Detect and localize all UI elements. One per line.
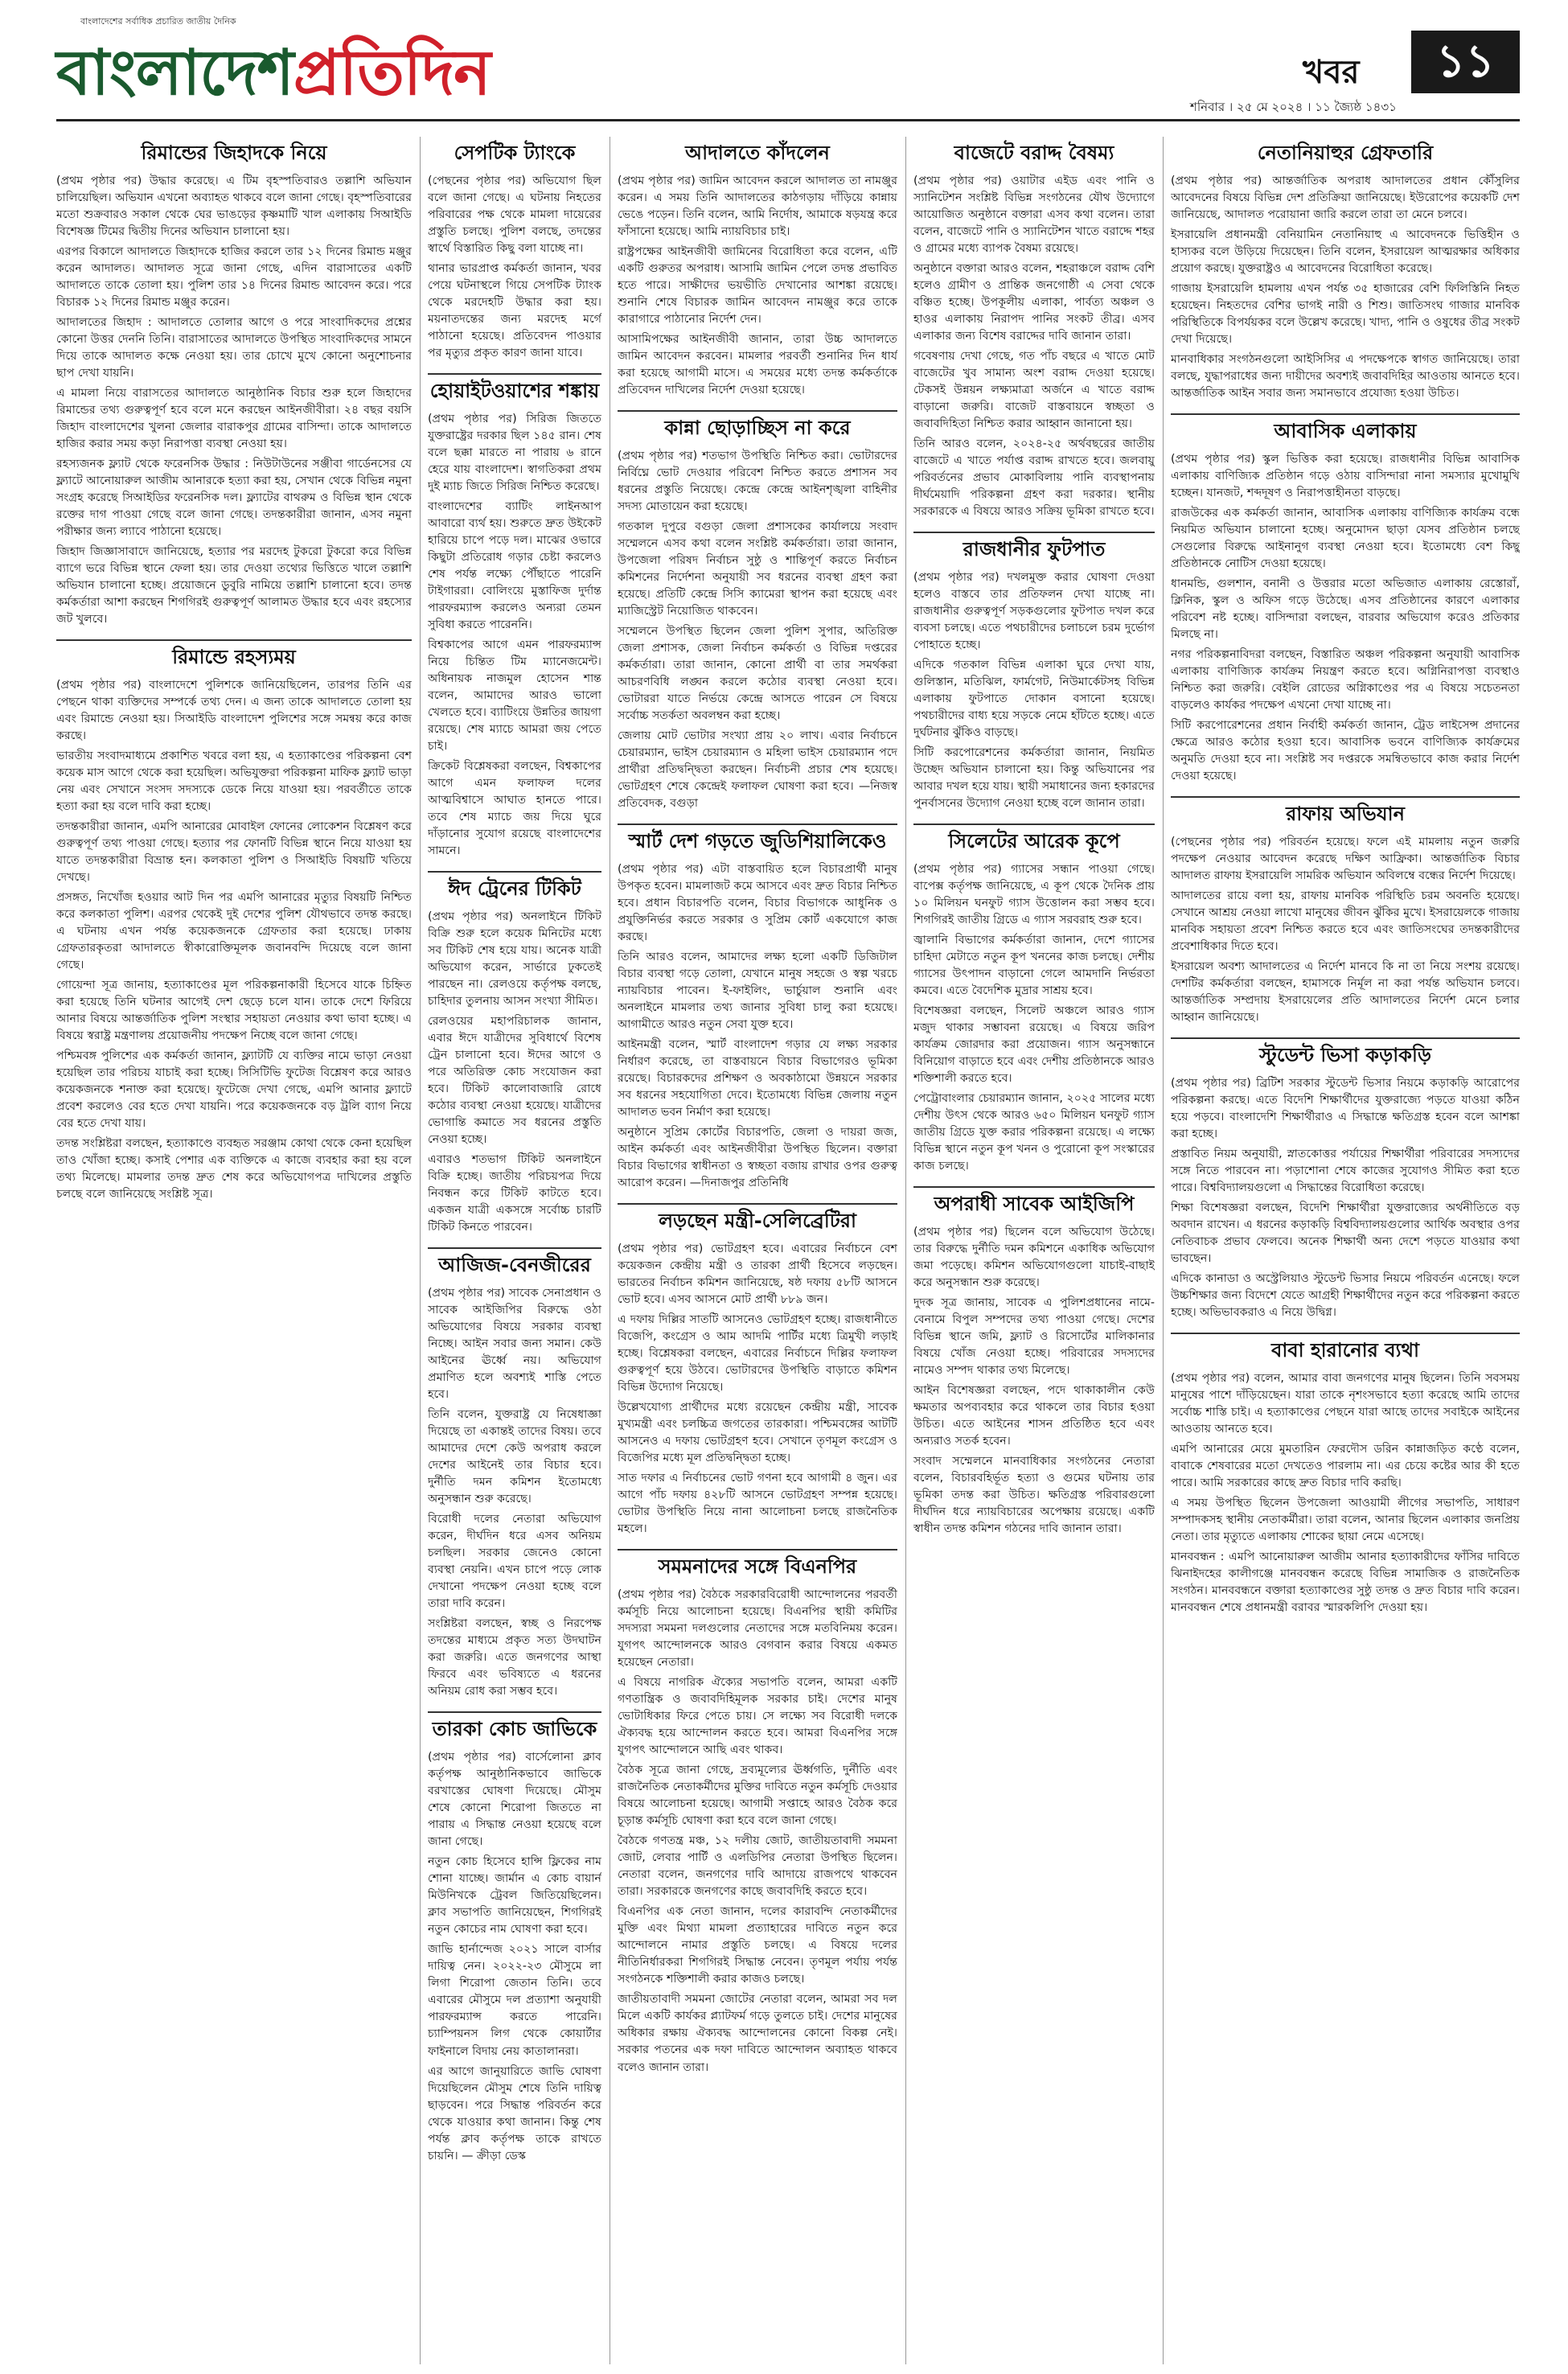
body-paragraph: ক্রিকেট বিশ্লেষকরা বলছেন, বিশ্বকাপের আগে এমন ফলাফল দলের আত্মবিশ্বাসে আঘাত হানতে পারে। তবে শেষ ম্যাচে জয় দিয়ে ঘুরে দাঁড়ানোর সুযোগ রয়েছে বাংলাদেশের সামনে। [428,760,601,858]
article-kanna-chharchhe[interactable] [618,410,897,812]
article-baba-haranor[interactable] [1171,1333,1520,1616]
body-paragraph: এ বিষয়ে নাগরিক ঐক্যের সভাপতি বলেন, আমরা একটি গণতান্ত্রিক ও জবাবদিহিমূলক সরকার চাই। দেশের মানুষ ভোটাধিকার ফিরে পেতে চায়। সে লক্ষ্যে সব বিরোধী দলকে ঐক্যবদ্ধ হয়ে আন্দোলন করতে হবে। আমরা বিএনপির সঙ্গে যুগপৎ আন্দোলনে আছি এবং থাকব। [618,1676,897,1757]
article-student-visa[interactable] [1171,1037,1520,1321]
body-paragraph: (প্রথম পৃষ্ঠার পর) সিরিজ জিততে যুক্তরাষ্ট্রের দরকার ছিল ১৪৫ রান। শেষ বলে ছক্কা মারতে না পারায় ৬ রানে হেরে যায় বাংলাদেশ। স্বাগতিকরা প্রথম দুই ম্যাচ জিতে সিরিজ নিশ্চিত করেছে। [428,412,601,493]
body-paragraph: (প্রথম পৃষ্ঠার পর) গ্যাসের সন্ধান পাওয়া গেছে। বাপেক্স কর্তৃপক্ষ জানিয়েছে, এ কূপ থেকে দৈনিক প্রায় ১০ মিলিয়ন ঘনফুট গ্যাস উত্তোলন করা সম্ভব হবে। শিগগিরই জাতীয় গ্রিডে এ গ্যাস সরবরাহ শুরু হবে। [913,862,1155,926]
headline: আদালতে কাঁদলেন [685,142,830,164]
body-paragraph: থানার ভারপ্রাপ্ত কর্মকর্তা জানান, খবর পেয়ে ঘটনাস্থলে গিয়ে সেপটিক ট্যাংক থেকে মরদেহটি উদ্ধার করা হয়। ময়নাতদন্তের জন্য মরদেহ মর্গে পাঠানো হয়েছে। প্রতিবেদন পাওয়ার পর মৃত্যুর প্রকৃত কারণ জানা যাবে। [428,261,601,359]
body-paragraph: বিএনপির এক নেতা জানান, দলের কারাবন্দি নেতাকর্মীদের মুক্তি এবং মিথ্যা মামলা প্রত্যাহারের দাবিতে নতুন করে আন্দোলনে নামার প্রস্তুতি চলছে। এ বিষয়ে দলের নীতিনির্ধারকরা শিগগিরই সিদ্ধান্ত নেবেন। তৃণমূল পর্যায় পর্যন্ত সংগঠনকে শক্তিশালী করার কাজও চলছে। [618,1905,897,1986]
body-paragraph: জাভি হার্নান্দেজ ২০২১ সালে বার্সার দায়িত্ব নেন। ২০২২-২৩ মৌসুমে লা লিগা শিরোপা জেতান তিনি। তবে এবারের মৌসুমে দল প্রত্যাশা অনুযায়ী পারফরম্যান্স করতে পারেনি। চ্যাম্পিয়নস লিগ থেকে কোয়ার্টার ফাইনালে বিদায় নেয় কাতালানরা। [428,1943,601,2058]
headline: সমমনাদের সঙ্গে বিএনপির [618,1549,897,1582]
article-rajdhani-footpath[interactable] [913,532,1155,812]
body-paragraph: পেট্রোবাংলার চেয়ারম্যান জানান, ২০২৫ সালের মধ্যে দেশীয় উৎস থেকে আরও ৬৫০ মিলিয়ন ঘনফুট গ্যাস জাতীয় গ্রিডে যুক্ত করার পরিকল্পনা রয়েছে। এ লক্ষ্যে বিভিন্ন স্থানে নতুন কূপ খনন ও পুরোনো কূপ সংস্কারের কাজ চলছে। [913,1092,1155,1173]
headline: স্টুডেন্ট ভিসা কড়াকড়ি [1171,1037,1520,1070]
body-paragraph: আদালতের জিহাদ : আদালতে তোলার আগে ও পরে সাংবাদিকদের প্রশ্নের কোনো উত্তর দেননি তিনি। বারাসাতের আদালতে উপস্থিত সাংবাদিকদের সামনে দিয়ে তাকে আদালত কক্ষে নেওয়া হয়। তার চোখে মুখে কোনো অনুশোচনার ছাপ দেখা যায়নি। [56,315,412,380]
headline: রিমান্ডের জিহাদকে নিয়ে [141,142,327,164]
headline: বাবা হারানোর ব্যথা [1171,1333,1520,1366]
column-divider [905,137,906,2364]
body-paragraph: রাজউকের এক কর্মকর্তা জানান, আবাসিক এলাকায় বাণিজ্যিক কার্যক্রম বন্ধে নিয়মিত অভিযান চালানো হচ্ছে। অনুমোদন ছাড়া যেসব প্রতিষ্ঠান চলছে সেগুলোর বিরুদ্ধে আইনানুগ ব্যবস্থা নেওয়া হবে। ইতোমধ্যে বেশ কিছু প্রতিষ্ঠানকে নোটিস দেওয়া হয়েছে। [1171,506,1520,570]
body-paragraph: প্রসঙ্গত, নিখোঁজ হওয়ার আট দিন পর এমপি আনারের মৃত্যুর বিষয়টি নিশ্চিত করে কলকাতা পুলিশ। এরপর থেকেই দুই দেশের পুলিশ যৌথভাবে তদন্ত করছে। এ ঘটনায় এখন পর্যন্ত কয়েকজনকে গ্রেফতার করা হয়েছে। ঢাকায় গ্রেফতারকৃতরা আদালতে স্বীকারোক্তিমূলক জবানবন্দি দিয়েছে বলে জানা গেছে। [56,891,412,972]
body-paragraph: (প্রথম পৃষ্ঠার পর) আন্তর্জাতিক অপরাধ আদালতের প্রধান কৌঁসুলির আবেদনের বিষয়ে বিভিন্ন দেশ প্রতিক্রিয়া জানিয়েছে। ইউরোপের কয়েকটি দেশ জানিয়েছে, আদালত পরোয়ানা জারি করলে তারা তা মেনে চলবে। [1171,174,1520,221]
article-eid-ticket[interactable] [428,871,601,1236]
headline: আজিজ-বেনজীরের [428,1247,601,1280]
body-paragraph: বিশেষজ্ঞরা বলছেন, সিলেট অঞ্চলে আরও গ্যাস মজুদ থাকার সম্ভাবনা রয়েছে। এ বিষয়ে জরিপ কার্যক্রম জোরদার করা প্রয়োজন। গ্যাস অনুসন্ধানে বিনিয়োগ বাড়াতে হবে এবং দেশীয় প্রতিষ্ঠানকে আরও শক্তিশালী করতে হবে। [913,1004,1155,1086]
body-paragraph: এ দফায় দিল্লির সাতটি আসনেও ভোটগ্রহণ হচ্ছে। রাজধানীতে বিজেপি, কংগ্রেস ও আম আদমি পার্টির মধ্যে ত্রিমুখী লড়াই হচ্ছে। বিশ্লেষকরা বলছেন, এবারের নির্বাচনে দিল্লির ফলাফল গুরুত্বপূর্ণ হয়ে উঠবে। ভোটারদের উপস্থিতি বাড়াতে কমিশন বিভিন্ন উদ্যোগ নিয়েছে। [618,1313,897,1394]
column-4 [913,137,1155,2364]
body-paragraph: এর আগে জানুয়ারিতে জাভি ঘোষণা দিয়েছিলেন মৌসুম শেষে তিনি দায়িত্ব ছাড়বেন। পরে সিদ্ধান্ত পরিবর্তন করে থেকে যাওয়ার কথা জানান। কিন্তু শেষ পর্যন্ত ক্লাব কর্তৃপক্ষ তাকে রাখতে চায়নি। — ক্রীড়া ডেস্ক [428,2064,601,2162]
body-paragraph: বিরোধী দলের নেতারা অভিযোগ করেন, দীর্ঘদিন ধরে এসব অনিয়ম চলছিল। সরকার জেনেও কোনো ব্যবস্থা নেয়নি। এখন চাপে পড়ে লোক দেখানো পদক্ষেপ নেওয়া হচ্ছে বলে তারা দাবি করেন। [428,1513,601,1611]
article-taroka-coach[interactable] [428,1711,601,2164]
body-paragraph: নগর পরিকল্পনাবিদরা বলছেন, বিস্তারিত অঞ্চল পরিকল্পনা অনুযায়ী আবাসিক এলাকায় বাণিজ্যিক কার্যক্রম নিয়ন্ত্রণ করতে হবে। অগ্নিনিরাপত্তা ব্যবস্থাও নিশ্চিত করা জরুরি। বেইলি রোডের অগ্নিকাণ্ডের পর এ বিষয়ে সচেতনতা বাড়লেও কার্যকর পদক্ষেপ এখনো দেখা যাচ্ছে না। [1171,647,1520,713]
body-paragraph: (প্রথম পৃষ্ঠার পর) বাংলাদেশে পুলিশকে জানিয়েছিলেন, তারপর তিনি এর পেছনে থাকা ব্যক্তিদের সম্পর্কে তথ্য দেন। এ জন্য তাকে আদালতে তোলা হয় এবং রিমান্ডে নেওয়া হয়। সিআইডি বাংলাদেশ পুলিশের সঙ্গে সমন্বয় করে কাজ করছে। [56,679,412,743]
body-paragraph: (প্রথম পৃষ্ঠার পর) ব্রিটিশ সরকার স্টুডেন্ট ভিসার নিয়মে কড়াকড়ি আরোপের পরিকল্পনা করছে। এতে বিদেশি শিক্ষার্থীদের যুক্তরাজ্যে পড়তে যাওয়া কঠিন হয়ে পড়বে। বাংলাদেশি শিক্ষার্থীরাও এ সিদ্ধান্তে ক্ষতিগ্রস্ত হবেন বলে আশঙ্কা করা হচ্ছে। [1171,1076,1520,1140]
article-budget-boishommo[interactable] [913,137,1155,520]
headline: সেপটিক ট্যাংকে [454,142,576,164]
body-paragraph: জেলায় মোট ভোটার সংখ্যা প্রায় ২০ লাখ। এবার নির্বাচনে চেয়ারম্যান, ভাইস চেয়ারম্যান ও মহিলা ভাইস চেয়ারম্যান পদে প্রার্থীরা প্রতিদ্বন্দ্বিতা করছেন। নির্বাচনী প্রচার শেষ হয়েছে। ভোটগ্রহণ শেষে কেন্দ্রেই ফলাফল ঘোষণা করা হবে। —নিজস্ব প্রতিবেদক, বগুড়া [618,729,897,811]
masthead [0,0,1568,121]
body-paragraph: সংবাদ সম্মেলনে মানবাধিকার সংগঠনের নেতারা বলেন, বিচারবহির্ভূত হত্যা ও গুমের ঘটনায় তার ভূমিকা তদন্ত করা উচিত। ক্ষতিগ্রস্ত পরিবারগুলো দীর্ঘদিন ধরে ন্যায়বিচারের অপেক্ষায় রয়েছে। একটি স্বাধীন তদন্ত কমিশন গঠনের দাবি জানান তারা। [913,1455,1155,1536]
body-paragraph: রেলওয়ের মহাপরিচালক জানান, এবার ঈদে যাত্রীদের সুবিধার্থে বিশেষ ট্রেন চালানো হবে। ঈদের আগে ও পরে অতিরিক্ত কোচ সংযোজন করা হবে। টিকিট কালোবাজারি রোধে কঠোর ব্যবস্থা নেওয়া হয়েছে। যাত্রীদের ভোগান্তি কমাতে সব ধরনের প্রস্তুতি নেওয়া হচ্ছে। [428,1015,601,1147]
body-paragraph: (প্রথম পৃষ্ঠার পর) শতভাগ উপস্থিতি নিশ্চিত করা। ভোটারদের নির্বিঘ্নে ভোট দেওয়ার পরিবেশ নিশ্চিত করতে প্রশাসন সব ধরনের প্রস্তুতি নিয়েছে। কেন্দ্রে কেন্দ্রে আইনশৃঙ্খলা বাহিনীর সদস্য মোতায়েন করা হয়েছে। [618,449,897,513]
article-whitewash[interactable] [428,373,601,860]
body-paragraph: তিনি আরও বলেন, আমাদের লক্ষ্য হলো একটি ডিজিটাল বিচার ব্যবস্থা গড়ে তোলা, যেখানে মানুষ সহজে ও স্বল্প খরচে ন্যায়বিচার পাবেন। ই-ফাইলিং, ভার্চুয়াল শুনানি এবং অনলাইনে মামলার তথ্য জানার সুবিধা চালু করা হয়েছে। আগামীতে আরও নতুন সেবা যুক্ত হবে। [618,951,897,1032]
article-abashik[interactable] [1171,413,1520,785]
column-3 [618,137,897,2364]
column-5 [1171,137,1520,2364]
body-paragraph: বৈঠক সূত্রে জানা গেছে, দ্রব্যমূল্যের ঊর্ধ্বগতি, দুর্নীতি এবং রাজনৈতিক নেতাকর্মীদের মুক্তির দাবিতে নতুন কর্মসূচি দেওয়ার বিষয়ে আলোচনা হয়েছে। আগামী সপ্তাহে আরও বৈঠক করে চূড়ান্ত কর্মসূচি ঘোষণা করা হবে বলে জানা গেছে। [618,1764,897,1828]
headline: বাজেটে বরাদ্দ বৈষম্য [954,142,1114,164]
section-label: খবর [1303,54,1360,91]
article-netanyahu[interactable] [1171,137,1520,402]
body-paragraph: (প্রথম পৃষ্ঠার পর) বলেন, আমার বাবা জনগণের মানুষ ছিলেন। তিনি সবসময় মানুষের পাশে দাঁড়িয়েছেন। যারা তাকে নৃশংসভাবে হত্যা করেছে আমি তাদের সর্বোচ্চ শাস্তি চাই। এ হত্যাকাণ্ডের পেছনে যারা আছে তাদের সবাইকে আইনের আওতায় আনতে হবে। [1171,1371,1520,1435]
body-paragraph: (পেছনের পৃষ্ঠার পর) অভিযোগ ছিল বলে জানা গেছে। এ ঘটনায় নিহতের পরিবারের পক্ষ থেকে মামলা দায়েরের প্রস্তুতি চলছে। পুলিশ বলছে, তদন্তের স্বার্থে বিস্তারিত কিছু বলা যাচ্ছে না। [428,174,601,255]
logo-part-2: প্রতিদিন [293,37,491,109]
article-aporadhi-igp[interactable] [913,1186,1155,1538]
article-rimander-jihad[interactable] [56,137,412,628]
headline: নেতানিয়াহুর গ্রেফতারি [1257,142,1434,164]
body-paragraph: বৈঠকে গণতন্ত্র মঞ্চ, ১২ দলীয় জোট, জাতীয়তাবাদী সমমনা জোট, লেবার পার্টি ও এলডিপির নেতারা উপস্থিত ছিলেন। নেতারা বলেন, জনগণের দাবি আদায়ে রাজপথে থাকবেন তারা। সরকারকে জনগণের কাছে জবাবদিহি করতে হবে। [618,1834,897,1899]
body-paragraph: রহস্যজনক ফ্ল্যাট থেকে ফরেনসিক উদ্ধার : নিউটাউনের সঞ্জীবা গার্ডেনসের যে ফ্ল্যাটে আনোয়ারুল আজীম আনারকে হত্যা করা হয়, সেখান থেকে বিভিন্ন নমুনা সংগ্রহ করেছে সিআইডির ফরেনসিক দল। ফ্ল্যাটের বাথরুম ও বিভিন্ন স্থান থেকে রক্তের দাগ পাওয়া গেছে বলে জানা গেছে। তদন্তকারীরা জানান, এসব নমুনা পরীক্ষার জন্য ল্যাবে পাঠানো হয়েছে। [56,458,412,539]
body-paragraph: সাত দফার এ নির্বাচনের ভোট গণনা হবে আগামী ৪ জুন। এর আগে পাঁচ দফায় ৪২৮টি আসনে ভোটগ্রহণ সম্পন্ন হয়েছে। ভোটার উপস্থিতি নিয়ে নানা আলোচনা চলছে রাজনৈতিক মহলে। [618,1472,897,1536]
headline: ঈদ ট্রেনের টিকিট [428,871,601,904]
body-paragraph: (প্রথম পৃষ্ঠার পর) সাবেক সেনাপ্রধান ও সাবেক আইজিপির বিরুদ্ধে ওঠা অভিযোগের বিষয়ে সরকার ব্যবস্থা নিচ্ছে। আইন সবার জন্য সমান। কেউ আইনের ঊর্ধ্বে নয়। অভিযোগ প্রমাণিত হলে অবশ্যই শাস্তি পেতে হবে। [428,1287,601,1402]
dateline: শনিবার । ২৫ মে ২০২৪ । ১১ জ্যৈষ্ঠ ১৪৩১ [1190,100,1397,114]
body-paragraph: এদিকে গতকাল বিভিন্ন এলাকা ঘুরে দেখা যায়, গুলিস্তান, মতিঝিল, ফার্মগেট, নিউমার্কেটসহ বিভিন্ন এলাকায় ফুটপাতে দোকান বসানো হয়েছে। পথচারীদের বাধ্য হয়ে সড়কে নেমে হাঁটতে হচ্ছে। এতে দুর্ঘটনার ঝুঁকিও বাড়ছে। [913,658,1155,740]
body-paragraph: (প্রথম পৃষ্ঠার পর) ওয়াটার এইড এবং পানি ও স্যানিটেশন সংশ্লিষ্ট বিভিন্ন সংগঠনের যৌথ উদ্যোগে আয়োজিত অনুষ্ঠানে বক্তারা এসব কথা বলেন। তারা বলেন, বাজেটে পানি ও স্যানিটেশন খাতে বরাদ্দে শহর ও গ্রামের মধ্যে ব্যাপক বৈষম্য রয়েছে। [913,174,1155,255]
body-paragraph: (প্রথম পৃষ্ঠার পর) বার্সেলোনা ক্লাব কর্তৃপক্ষ আনুষ্ঠানিকভাবে জাভিকে বরখাস্তের ঘোষণা দিয়েছে। মৌসুম শেষে কোনো শিরোপা জিততে না পারায় এ সিদ্ধান্ত নেওয়া হয়েছে বলে জানা গেছে। [428,1751,601,1849]
body-paragraph: দুদক সূত্র জানায়, সাবেক এ পুলিশপ্রধানের নামে-বেনামে বিপুল সম্পদের তথ্য পাওয়া গেছে। দেশের বিভিন্ন স্থানে জমি, ফ্ল্যাট ও রিসোর্টের মালিকানার বিষয়ে খোঁজ নেওয়া হচ্ছে। পরিবারের সদস্যদের নামেও সম্পদ থাকার তথ্য মিলেছে। [913,1296,1155,1378]
body-paragraph: ভারতীয় সংবাদমাধ্যমে প্রকাশিত খবরে বলা হয়, এ হত্যাকাণ্ডের পরিকল্পনা বেশ কয়েক মাস আগে থেকে করা হয়েছিল। অভিযুক্তরা পরিকল্পনা মাফিক ফ্ল্যাট ভাড়া নেয় এবং সেখানে সংসদ সদস্যকে ডেকে নিয়ে যাওয়া হয়। পরবর্তীতে তাকে হত্যা করা হয় বলে দাবি করা হচ্ছে। [56,750,412,814]
body-paragraph: এরপর বিকালে আদালতে জিহাদকে হাজির করলে তার ১২ দিনের রিমান্ড মঞ্জুর করেন আদালত। আদালত সূত্রে জানা গেছে, এদিন বারাসাতের একটি আদালতে তাকে তোলা হয়। পুলিশ তার ১৪ দিনের রিমান্ড আবেদন করে। পরে বিচারক ১২ দিনের রিমান্ড মঞ্জুর করেন। [56,244,412,309]
column-divider [1163,137,1164,2364]
column-divider [420,137,421,2364]
body-paragraph: বাংলাদেশের ব্যাটিং লাইনআপ আবারো ব্যর্থ হয়। শুরুতে দ্রুত উইকেট হারিয়ে চাপে পড়ে দল। মাঝের ওভারে কিছুটা প্রতিরোধ গড়ার চেষ্টা করলেও শেষ পর্যন্ত লক্ষ্যে পৌঁছাতে পারেনি টাইগাররা। বোলিংয়ে মুস্তাফিজ দুর্দান্ত পারফরম্যান্স করলেও অন্যরা তেমন সুবিধা করতে পারেননি। [428,499,601,631]
body-paragraph: এবারও শতভাগ টিকিট অনলাইনে বিক্রি হচ্ছে। জাতীয় পরিচয়পত্র দিয়ে নিবন্ধন করে টিকিট কাটতে হবে। একজন যাত্রী একসঙ্গে সর্বোচ্চ চারটি টিকিট কিনতে পারবেন। [428,1153,601,1234]
masthead-rule [56,119,1520,121]
body-paragraph: তিনি আরও বলেন, ২০২৪-২৫ অর্থবছরের জাতীয় বাজেটে এ খাতে পর্যাপ্ত বরাদ্দ রাখতে হবে। জলবায়ু পরিবর্তনের প্রভাব মোকাবিলায় পানি ব্যবস্থাপনায় দীর্ঘমেয়াদি পরিকল্পনা গ্রহণ করা দরকার। স্থানীয় সরকারকে এ বিষয়ে আরও সক্রিয় ভূমিকা রাখতে হবে। [913,437,1155,519]
body-paragraph: (প্রথম পৃষ্ঠার পর) অনলাইনে টিকিট বিক্রি শুরু হলে কয়েক মিনিটের মধ্যে সব টিকিট শেষ হয়ে যায়। অনেক যাত্রী অভিযোগ করেন, সার্ভারে ঢুকতেই পারছেন না। রেলওয়ে কর্তৃপক্ষ বলছে, চাহিদার তুলনায় আসন সংখ্যা সীমিত। [428,910,601,1008]
body-paragraph: প্রস্তাবিত নিয়ম অনুযায়ী, স্নাতকোত্তর পর্যায়ের শিক্ষার্থীরা পরিবারের সদস্যদের সঙ্গে নিতে পারবেন না। পড়াশোনা শেষে কাজের সুযোগও সীমিত করা হতে পারে। বিশ্ববিদ্যালয়গুলো এ সিদ্ধান্তের বিরোধিতা করেছে। [1171,1147,1520,1194]
body-paragraph: জিহাদ জিজ্ঞাসাবাদে জানিয়েছে, হত্যার পর মরদেহ টুকরো টুকরো করে বিভিন্ন ব্যাগে ভরে বিভিন্ন স্থানে ফেলা হয়। তার দেওয়া তথ্যের ভিত্তিতে খালে তল্লাশি অভিযান চালানো হচ্ছে। প্রয়োজনে ডুবুরি নামিয়ে তল্লাশি চালানো হবে। তদন্ত কর্মকর্তারা আশা করছেন শিগগিরই গুরুত্বপূর্ণ আলামত উদ্ধার হবে এবং রহস্যের জট খুলবে। [56,545,412,626]
headline: লড়ছেন মন্ত্রী-সেলিব্রেটিরা [618,1203,897,1236]
body-paragraph: এমপি আনারের মেয়ে মুমতারিন ফেরদৌস ডরিন কান্নাজড়িত কণ্ঠে বলেন, বাবাকে শেষবারের মতো দেখতেও পারলাম না। এর চেয়ে কষ্টের আর কী হতে পারে। আমি সরকারের কাছে দ্রুত বিচার দাবি করছি। [1171,1442,1520,1489]
body-paragraph: (প্রথম পৃষ্ঠার পর) জামিন আবেদন করলে আদালত তা নামঞ্জুর করেন। এ সময় তিনি আদালতের কাঠগড়ায় দাঁড়িয়ে কান্নায় ভেঙে পড়েন। তিনি বলেন, আমি নির্দোষ, আমাকে ষড়যন্ত্র করে ফাঁসানো হয়েছে। আমি ন্যায়বিচার চাই। [618,174,897,238]
body-paragraph: শিক্ষা বিশেষজ্ঞরা বলছেন, বিদেশি শিক্ষার্থীরা যুক্তরাজ্যের অর্থনীতিতে বড় অবদান রাখেন। এ ধরনের কড়াকড়ি বিশ্ববিদ্যালয়গুলোর আর্থিক অবস্থার ওপর নেতিবাচক প্রভাব ফেলবে। অনেক শিক্ষার্থী অন্য দেশে পড়তে যাওয়ার কথা ভাবছেন। [1171,1201,1520,1266]
body-paragraph: সম্মেলনে উপস্থিত ছিলেন জেলা পুলিশ সুপার, অতিরিক্ত জেলা প্রশাসক, জেলা নির্বাচন কর্মকর্তা ও বিভিন্ন দপ্তরের কর্মকর্তারা। তারা জানান, কোনো প্রার্থী বা তার সমর্থকরা আচরণবিধি লঙ্ঘন করলে কঠোর ব্যবস্থা নেওয়া হবে। ভোটাররা যাতে নির্ভয়ে কেন্দ্রে আসতে পারেন সে বিষয়ে সর্বোচ্চ সতর্কতা অবলম্বন করা হচ্ছে। [618,624,897,723]
article-lorchhen-montri[interactable] [618,1203,897,1538]
body-paragraph: (প্রথম পৃষ্ঠার পর) বৈঠকে সরকারবিরোধী আন্দোলনের পরবর্তী কর্মসূচি নিয়ে আলোচনা হয়েছে। বিএনপির স্থায়ী কমিটির সদস্যরা সমমনা দলগুলোর নেতাদের সঙ্গে মতবিনিময় করেন। যুগপৎ আন্দোলনকে আরও বেগবান করার বিষয়ে একমত হয়েছেন নেতারা। [618,1588,897,1670]
headline: হোয়াইটওয়াশের শঙ্কায় [428,373,601,406]
article-rimande-rohosso[interactable] [56,639,412,1203]
headline: রাজধানীর ফুটপাত [913,532,1155,565]
body-paragraph: এদিকে কানাডা ও অস্ট্রেলিয়াও স্টুডেন্ট ভিসার নিয়মে পরিবর্তন এনেছে। ফলে উচ্চশিক্ষার জন্য বিদেশে যেতে আগ্রহী শিক্ষার্থীদের নতুন করে পরিকল্পনা করতে হচ্ছে। অভিভাবকরাও এ নিয়ে উদ্বিগ্ন। [1171,1272,1520,1320]
body-paragraph: এ সময় উপস্থিত ছিলেন উপজেলা আওয়ামী লীগের সভাপতি, সাধারণ সম্পাদকসহ স্থানীয় নেতাকর্মীরা। তারা বলেন, আনার ছিলেন এলাকার জনপ্রিয় নেতা। তার মৃত্যুতে এলাকায় শোকের ছায়া নেমে এসেছে। [1171,1496,1520,1544]
body-paragraph: ধানমন্ডি, গুলশান, বনানী ও উত্তরার মতো অভিজাত এলাকায় রেস্তোরাঁ, ক্লিনিক, স্কুল ও অফিস গড়ে উঠেছে। এসব প্রতিষ্ঠানের কারণে এলাকার পরিবেশ নষ্ট হচ্ছে। বাসিন্দারা বলছেন, বারবার অভিযোগ করেও প্রতিকার মিলছে না। [1171,577,1520,641]
headline: সিলেটের আরেক কূপে [913,824,1155,856]
body-paragraph: অনুষ্ঠানে বক্তারা আরও বলেন, শহরাঞ্চলে বরাদ্দ বেশি হলেও গ্রামীণ ও প্রান্তিক জনগোষ্ঠী এ সেবা থেকে বঞ্চিত হচ্ছে। উপকূলীয় এলাকা, পার্বত্য অঞ্চল ও হাওর এলাকায় নিরাপদ পানির সংকট তীব্র। এসব এলাকার জন্য বিশেষ বরাদ্দের দাবি জানান তারা। [913,261,1155,343]
body-paragraph: (পেছনের পৃষ্ঠার পর) পরিবর্তন হয়েছে। ফলে এই মামলায় নতুন জরুরি পদক্ষেপ নেওয়ার আবেদন করেছে দক্ষিণ আফ্রিকা। আন্তর্জাতিক বিচার আদালত রাফায় ইসরায়েলি সামরিক অভিযান অবিলম্বে বন্ধের নির্দেশ দিয়েছে। [1171,835,1520,882]
body-paragraph: আদালতের রায়ে বলা হয়, রাফায় মানবিক পরিস্থিতি চরম অবনতি হয়েছে। সেখানে আশ্রয় নেওয়া লাখো মানুষের জীবন ঝুঁকির মুখে। ইসরায়েলকে গাজায় মানবিক সহায়তা প্রবেশ নিশ্চিত করতে হবে এবং জাতিসংঘের তদন্তকারীদের প্রবেশাধিকার দিতে হবে। [1171,889,1520,953]
body-paragraph: পশ্চিমবঙ্গ পুলিশের এক কর্মকর্তা জানান, ফ্ল্যাটটি যে ব্যক্তির নামে ভাড়া নেওয়া হয়েছিল তার পরিচয় যাচাই করা হচ্ছে। সিসিটিভি ফুটেজ বিশ্লেষণ করে আরও কয়েকজনকে শনাক্ত করা হয়েছে। ফুটেজে দেখা গেছে, এমপি আনার ফ্ল্যাটে প্রবেশ করলেও বের হতে দেখা যায়নি। পরে কয়েকজনকে বড় ট্রলি ব্যাগ নিয়ে বের হতে দেখা যায়। [56,1049,412,1131]
body-paragraph: এ মামলা নিয়ে বারাসতের আদালতে আনুষ্ঠানিক বিচার শুরু হলে জিহাদের রিমান্ডের তথ্য গুরুত্বপূর্ণ হবে বলে মনে করছেন আইনজীবীরা। ২৪ বছর বয়সি জিহাদ বাংলাদেশের খুলনা জেলার বারাকপুর গ্রামের বাসিন্দা। তাকে আদালতে হাজির করার সময় কড়া নিরাপত্তা ব্যবস্থা নেওয়া হয়। [56,386,412,451]
body-paragraph: গাজায় ইসরায়েলি হামলায় এখন পর্যন্ত ৩৫ হাজারের বেশি ফিলিস্তিনি নিহত হয়েছেন। নিহতদের বেশির ভাগই নারী ও শিশু। জাতিসংঘ গাজার মানবিক পরিস্থিতিকে বিপর্যয়কর বলে উল্লেখ করেছে। খাদ্য, পানি ও ওষুধের তীব্র সংকট দেখা দিয়েছে। [1171,281,1520,346]
body-paragraph: নতুন কোচ হিসেবে হান্সি ফ্লিকের নাম শোনা যাচ্ছে। জার্মান এ কোচ বায়ার্ন মিউনিখকে ট্রেবল জিতিয়েছিলেন। ক্লাব সভাপতি জানিয়েছেন, শিগগিরই নতুন কোচের নাম ঘোষণা করা হবে। [428,1855,601,1937]
article-aziz-benazir[interactable] [428,1247,601,1700]
body-paragraph: গতকাল দুপুরে বগুড়া জেলা প্রশাসকের কার্যালয়ে সংবাদ সম্মেলনে এসব কথা বলেন সংশ্লিষ্ট কর্মকর্তারা। তারা জানান, উপজেলা পরিষদ নির্বাচন সুষ্ঠু ও শান্তিপূর্ণ করতে নির্বাচন কমিশনের নির্দেশনা অনুযায়ী সব ধরনের ব্যবস্থা গ্রহণ করা হয়েছে। প্রতিটি কেন্দ্রে সিসি ক্যামেরা স্থাপন করা হয়েছে এবং ম্যাজিস্ট্রেট নিয়োজিত থাকবেন। [618,520,897,618]
body-paragraph: জাতীয়তাবাদী সমমনা জোটের নেতারা বলেন, আমরা সব দল মিলে একটি কার্যকর প্ল্যাটফর্ম গড়ে তুলতে চাই। দেশের মানুষের অধিকার রক্ষায় ঐক্যবদ্ধ আন্দোলনের কোনো বিকল্প নেই। সরকার পতনের এক দফা দাবিতে আন্দোলন অব্যাহত থাকবে বলেও জানান তারা। [618,1993,897,2074]
body-paragraph: সিটি করপোরেশনের প্রধান নির্বাহী কর্মকর্তা জানান, ট্রেড লাইসেন্স প্রদানের ক্ষেত্রে আরও কঠোর হওয়া হবে। আবাসিক ভবনে বাণিজ্যিক কার্যক্রমের অনুমতি দেওয়া হবে না। সংশ্লিষ্ট সব দপ্তরকে সমন্বিতভাবে কাজ করার নির্দেশ দেওয়া হয়েছে। [1171,719,1520,783]
body-paragraph: আসামিপক্ষের আইনজীবী জানান, তারা উচ্চ আদালতে জামিন আবেদন করবেন। মামলার পরবর্তী শুনানির দিন ধার্য করা হয়েছে আগামী মাসে। এ সময়ের মধ্যে তদন্ত কর্মকর্তাকে প্রতিবেদন দাখিলের নির্দেশ দেওয়া হয়েছে। [618,332,897,396]
column-2 [428,137,601,2364]
body-paragraph: মানববন্ধন : এমপি আনোয়ারুল আজীম আনার হত্যাকারীদের ফাঁসির দাবিতে ঝিনাইদহের কালীগঞ্জে মানববন্ধন করেছে বিভিন্ন সামাজিক ও রাজনৈতিক সংগঠন। মানববন্ধনে বক্তারা হত্যাকাণ্ডের সুষ্ঠু তদন্ত ও দ্রুত বিচার দাবি করেন। মানববন্ধন শেষে প্রধানমন্ত্রী বরাবর স্মারকলিপি দেওয়া হয়। [1171,1550,1520,1615]
body-paragraph: (প্রথম পৃষ্ঠার পর) স্কুল ভিত্তিক করা হয়েছে। রাজধানীর বিভিন্ন আবাসিক এলাকায় বাণিজ্যিক প্রতিষ্ঠান গড়ে ওঠায় বাসিন্দারা নানা সমস্যার মুখোমুখি হচ্ছেন। যানজট, শব্দদূষণ ও নিরাপত্তাহীনতা বাড়ছে। [1171,452,1520,499]
newspaper-logo[interactable] [56,24,491,129]
headline: কান্না ছোড়াচ্ছিস না করে [618,410,897,443]
headline: রাফায় অভিযান [1171,796,1520,829]
body-paragraph: জ্বালানি বিভাগের কর্মকর্তারা জানান, দেশে গ্যাসের চাহিদা মেটাতে নতুন কূপ খননের কাজ চলছে। দেশীয় গ্যাসের উৎপাদন বাড়ানো গেলে আমদানি নির্ভরতা কমবে। এতে বৈদেশিক মুদ্রার সাশ্রয় হবে। [913,933,1155,998]
body-paragraph: (প্রথম পৃষ্ঠার পর) উদ্ধার করেছে। এ টিম বৃহস্পতিবারও তল্লাশি অভিযান চালিয়েছিল। অভিযান এখনো অব্যাহত থাকবে বলে জানা গেছে। বৃহস্পতিবারের মতো শুক্রবারও সকাল থেকে ঘের ভাঙড়ের কৃষ্ণমাটি খাল এলাকায় সিআইডি বিশেষজ্ঞ টিমের দ্বিতীয় দিনের অভিযান চালানো হয়। [56,174,412,238]
body-paragraph: আইনমন্ত্রী বলেন, স্মার্ট বাংলাদেশ গড়ার যে লক্ষ্য সরকার নির্ধারণ করেছে, তা বাস্তবায়নে বিচার বিভাগেরও ভূমিকা রয়েছে। বিচারকদের প্রশিক্ষণ ও অবকাঠামো উন্নয়নে সরকার সব ধরনের সহযোগিতা দেবে। ইতোমধ্যে বিভিন্ন জেলায় নতুন আদালত ভবন নির্মাণ করা হয়েছে। [618,1038,897,1119]
body-paragraph: তদন্ত সংশ্লিষ্টরা বলছেন, হত্যাকাণ্ডে ব্যবহৃত সরঞ্জাম কোথা থেকে কেনা হয়েছিল তাও খোঁজা হচ্ছে। কসাই পেশার এক ব্যক্তিকে এ কাজে ব্যবহার করা হয় বলে তথ্য মিলেছে। মামলার তদন্ত দ্রুত শেষ করে অভিযোগপত্র দাখিলের প্রস্তুতি চলছে বলে জানিয়েছে সংশ্লিষ্ট সূত্র। [56,1137,412,1201]
article-sylhet-kupe[interactable] [913,824,1155,1175]
body-paragraph: (প্রথম পৃষ্ঠার পর) ভোটগ্রহণ হবে। এবারের নির্বাচনে বেশ কয়েকজন কেন্দ্রীয় মন্ত্রী ও তারকা প্রার্থী হিসেবে লড়ছেন। ভারতের নির্বাচন কমিশন জানিয়েছে, ষষ্ঠ দফায় ৫৮টি আসনে ভোট হবে। এসব আসনে মোট প্রার্থী ৮৮৯ জন। [618,1242,897,1307]
body-paragraph: মানবাধিকার সংগঠনগুলো আইসিসির এ পদক্ষেপকে স্বাগত জানিয়েছে। তারা বলছে, যুদ্ধাপরাধের জন্য দায়ীদের অবশ্যই জবাবদিহির আওতায় আনতে হবে। আন্তর্জাতিক আইন সবার জন্য সমানভাবে প্রযোজ্য হওয়া উচিত। [1171,352,1520,400]
body-paragraph: তদন্তকারীরা জানান, এমপি আনারের মোবাইল ফোনের লোকেশন বিশ্লেষণ করে গুরুত্বপূর্ণ তথ্য পাওয়া গেছে। হত্যার পর ফোনটি বিভিন্ন স্থানে নিয়ে যাওয়া হয় যাতে তদন্তকারীরা বিভ্রান্ত হন। কলকাতা পুলিশ ও সিআইডি বিষয়টি খতিয়ে দেখছে। [56,820,412,885]
body-paragraph: ইসরায়েলি প্রধানমন্ত্রী বেনিয়ামিন নেতানিয়াহু এ আবেদনকে ভিত্তিহীন ও হাস্যকর বলে উড়িয়ে দিয়েছেন। তিনি বলেন, ইসরায়েল আত্মরক্ষার অধিকার প্রয়োগ করছে। যুক্তরাষ্ট্রও এ আবেদনের বিরোধিতা করেছে। [1171,228,1520,275]
article-septic-tank[interactable] [428,137,601,362]
masthead-tagline: বাংলাদেশের সর্বাধিক প্রচারিত জাতীয় দৈনিক [80,16,236,27]
body-paragraph: অনুষ্ঠানে সুপ্রিম কোর্টের বিচারপতি, জেলা ও দায়রা জজ, আইন কর্মকর্তা এবং আইনজীবীরা উপস্থিত ছিলেন। বক্তারা বিচার বিভাগের স্বাধীনতা ও স্বচ্ছতা বজায় রাখার ওপর গুরুত্ব আরোপ করেন। —দিনাজপুর প্রতিনিধি [618,1126,897,1190]
body-paragraph: রাষ্ট্রপক্ষের আইনজীবী জামিনের বিরোধিতা করে বলেন, এটি একটি গুরুতর অপরাধ। আসামি জামিন পেলে তদন্ত প্রভাবিত হতে পারে। সাক্ষীদের ভয়ভীতি দেখানোর আশঙ্কা রয়েছে। শুনানি শেষে বিচারক জামিন আবেদন নামঞ্জুর করে তাকে কারাগারে পাঠানোর নির্দেশ দেন। [618,244,897,326]
body-paragraph: গবেষণায় দেখা গেছে, গত পাঁচ বছরে এ খাতে মোট বাজেটের খুব সামান্য অংশ বরাদ্দ দেওয়া হয়েছে। টেকসই উন্নয়ন লক্ষ্যমাত্রা অর্জনে এ খাতে বরাদ্দ বাড়ানো জরুরি। বাজেট বাস্তবায়নে স্বচ্ছতা ও জবাবদিহিতা নিশ্চিত করার আহ্বান জানানো হয়। [913,349,1155,431]
headline: তারকা কোচ জাভিকে [428,1711,601,1744]
body-paragraph: সংশ্লিষ্টরা বলছেন, স্বচ্ছ ও নিরপেক্ষ তদন্তের মাধ্যমে প্রকৃত সত্য উদঘাটন করা জরুরি। এতে জনগণের আস্থা ফিরবে এবং ভবিষ্যতে এ ধরনের অনিয়ম রোধ করা সম্ভব হবে। [428,1617,601,1698]
body-paragraph: ইসরায়েল অবশ্য আদালতের এ নির্দেশ মানবে কি না তা নিয়ে সংশয় রয়েছে। দেশটির কর্মকর্তারা বলছেন, হামাসকে নির্মূল না করা পর্যন্ত অভিযান চলবে। আন্তর্জাতিক সম্প্রদায় ইসরায়েলের প্রতি আদালতের নির্দেশ মেনে চলার আহ্বান জানিয়েছে। [1171,960,1520,1025]
headline: অপরাধী সাবেক আইজিপি [913,1186,1155,1219]
body-paragraph: (প্রথম পৃষ্ঠার পর) ছিলেন বলে অভিযোগ উঠেছে। তার বিরুদ্ধে দুর্নীতি দমন কমিশনে একাধিক অভিযোগ জমা পড়েছে। কমিশন অভিযোগগুলো যাচাই-বাছাই করে অনুসন্ধান শুরু করেছে। [913,1226,1155,1290]
body-paragraph: (প্রথম পৃষ্ঠার পর) দখলমুক্ত করার ঘোষণা দেওয়া হলেও বাস্তবে তার প্রতিফলন দেখা যাচ্ছে না। রাজধানীর গুরুত্বপূর্ণ সড়কগুলোর ফুটপাত দখল করে ব্যবসা চলছে। এতে পথচারীদের চলাচলে চরম দুর্ভোগ পোহাতে হচ্ছে। [913,570,1155,651]
body-paragraph: সিটি করপোরেশনের কর্মকর্তারা জানান, নিয়মিত উচ্ছেদ অভিযান চালানো হয়। কিন্তু অভিযানের পর আবার দখল হয়ে যায়। স্থায়ী সমাধানের জন্য হকারদের পুনর্বাসনের উদ্যোগ নেওয়া হচ্ছে বলে জানান তারা। [913,746,1155,811]
headline: স্মার্ট দেশ গড়তে জুডিশিয়ালিকেও [618,824,897,856]
body-paragraph: বিশ্বকাপের আগে এমন পারফরম্যান্স নিয়ে চিন্তিত টিম ম্যানেজমেন্ট। অধিনায়ক নাজমুল হোসেন শান্ত বলেন, আমাদের আরও ভালো খেলতে হবে। ব্যাটিংয়ে উন্নতির জায়গা রয়েছে। শেষ ম্যাচে আমরা জয় পেতে চাই। [428,638,601,754]
article-smart-desh[interactable] [618,824,897,1192]
column-1 [56,137,412,2364]
body-paragraph: গোয়েন্দা সূত্র জানায়, হত্যাকাণ্ডের মূল পরিকল্পনাকারী হিসেবে যাকে চিহ্নিত করা হয়েছে তিনি ঘটনার আগেই দেশ ছেড়ে চলে যান। তাকে দেশে ফিরিয়ে আনার বিষয়ে আন্তর্জাতিক পুলিশ সংস্থার সহায়তা নেওয়ার কথা ভাবা হচ্ছে। এ বিষয়ে স্বরাষ্ট্র মন্ত্রণালয় প্রয়োজনীয় পদক্ষেপ নিচ্ছে বলে জানা গেছে। [56,979,412,1043]
article-sommelon-bnp[interactable] [618,1549,897,2076]
headline: আবাসিক এলাকায় [1171,413,1520,446]
article-rafah[interactable] [1171,796,1520,1026]
body-paragraph: তিনি বলেন, যুক্তরাষ্ট্র যে নিষেধাজ্ঞা দিয়েছে তা একান্তই তাদের বিষয়। তবে আমাদের দেশে কেউ অপরাধ করলে দেশের আইনেই তার বিচার হবে। দুর্নীতি দমন কমিশন ইতোমধ্যে অনুসন্ধান শুরু করেছে। [428,1408,601,1506]
body-paragraph: (প্রথম পৃষ্ঠার পর) এটা বাস্তবায়িত হলে বিচারপ্রার্থী মানুষ উপকৃত হবেন। মামলাজট কমে আসবে এবং দ্রুত বিচার নিশ্চিত হবে। প্রধান বিচারপতি বলেন, বিচার বিভাগকে আধুনিক ও প্রযুক্তিনির্ভর করতে সরকার ও সুপ্রিম কোর্ট একযোগে কাজ করছে। [618,862,897,943]
logo-part-1: বাংলাদেশ [56,37,293,109]
headline: রিমান্ডে রহস্যময় [56,639,412,672]
body-paragraph: উল্লেখযোগ্য প্রার্থীদের মধ্যে রয়েছেন কেন্দ্রীয় মন্ত্রী, সাবেক মুখ্যমন্ত্রী এবং চলচ্চিত্র জগতের তারকারা। পশ্চিমবঙ্গের আটটি আসনেও এ দফায় ভোটগ্রহণ হবে। সেখানে তৃণমূল কংগ্রেস ও বিজেপির মধ্যে মূল প্রতিদ্বন্দ্বিতা হচ্ছে। [618,1401,897,1465]
article-adalote-kandlen[interactable] [618,137,897,399]
body-paragraph: আইন বিশেষজ্ঞরা বলছেন, পদে থাকাকালীন কেউ ক্ষমতার অপব্যবহার করে থাকলে তার বিচার হওয়া উচিত। এতে আইনের শাসন প্রতিষ্ঠিত হবে এবং অন্যরাও সতর্ক হবেন। [913,1384,1155,1448]
page-number-badge: ১১ [1411,31,1520,93]
